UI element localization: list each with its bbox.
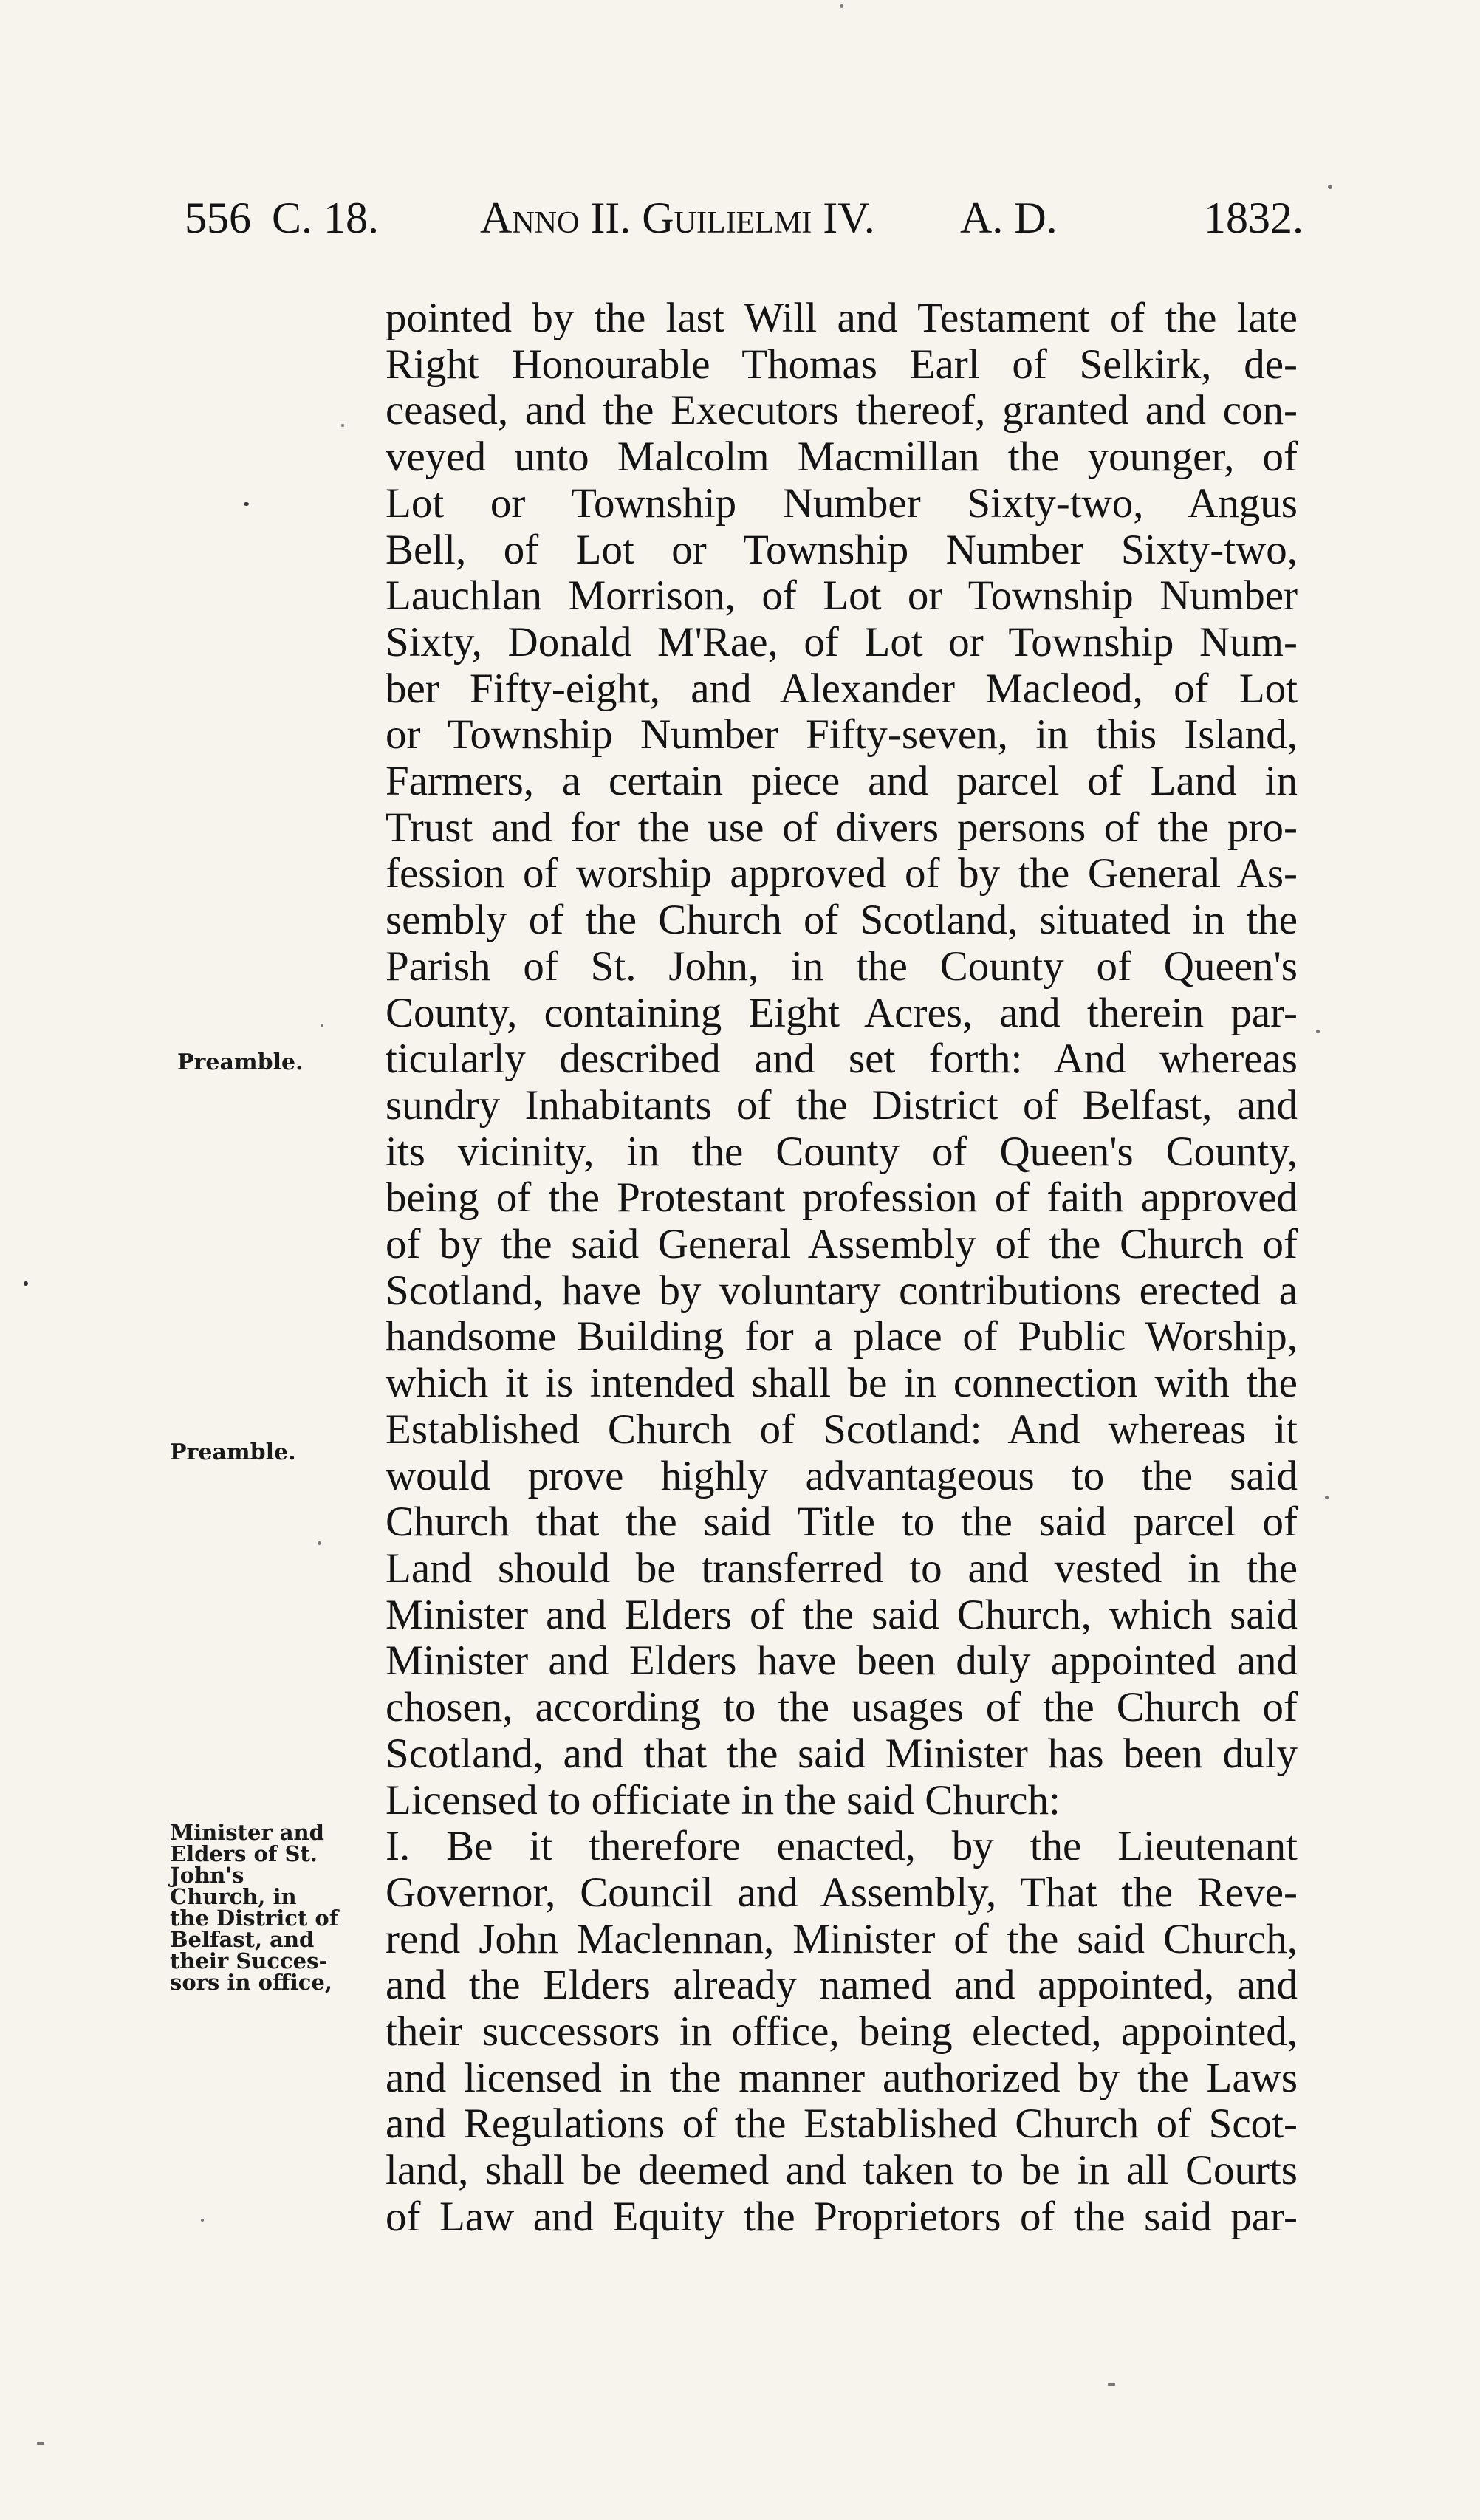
- text-line: Trust and for the use of divers persons of the pro-: [386, 804, 1298, 851]
- text-line: and licensed in the manner authorized by the Laws: [386, 2054, 1298, 2101]
- text-line: Governor, Council and Assembly, That the Reve-: [386, 1869, 1298, 1916]
- text-line: being of the Protestant profession of faith approved: [386, 1174, 1298, 1222]
- text-line: ticularly described and set forth: And whereas: [386, 1035, 1298, 1083]
- margin-note-minister-and-elders: [170, 1822, 338, 1993]
- scan-speck: [1325, 1496, 1329, 1499]
- scan-speck: [840, 4, 843, 8]
- text-line: Scotland, and that the said Minister has been duly: [386, 1730, 1298, 1777]
- scan-speck: [1328, 185, 1332, 189]
- scan-speck: [37, 2442, 44, 2445]
- margin-note-line: Church, in: [170, 1884, 297, 1909]
- scan-speck: [341, 424, 344, 427]
- text-line: Farmers, a certain piece and parcel of Land in: [386, 758, 1298, 805]
- text-line: Lot or Township Number Sixty-two, Angus: [386, 479, 1298, 527]
- text-line: ceased, and the Executors thereof, granted and con-: [386, 387, 1298, 434]
- scan-speck: [1316, 1030, 1320, 1033]
- text-line: Licensed to officiate in the said Church:: [386, 1776, 1061, 1824]
- text-line: I. Be it therefore enacted, by the Lieutenant: [386, 1823, 1298, 1870]
- text-line: Established Church of Scotland: And whereas it: [386, 1405, 1298, 1453]
- text-line: Lauchlan Morrison, of Lot or Township Number: [386, 572, 1298, 620]
- header-year: 1832.: [1204, 194, 1303, 242]
- margin-note-line: Belfast, and: [170, 1927, 315, 1952]
- text-line: its vicinity, in the County of Queen's County,: [386, 1128, 1298, 1175]
- page-number: 556: [185, 194, 251, 242]
- text-line: Minister and Elders have been duly appointed and: [386, 1637, 1298, 1685]
- text-line: which it is intended shall be in connection with the: [386, 1360, 1298, 1407]
- text-line: handsome Building for a place of Public Worship,: [386, 1313, 1298, 1360]
- text-line: Church that the said Title to the said parcel of: [386, 1499, 1298, 1546]
- margin-note-preamble: Preamble.: [170, 1439, 296, 1465]
- header-title: Anno II. Guilielmi IV.: [480, 194, 875, 242]
- text-line: Scotland, have by voluntary contributions erected a: [386, 1267, 1298, 1314]
- text-line: sundry Inhabitants of the District of Belfast, and: [386, 1081, 1298, 1129]
- text-line: chosen, according to the usages of the Church of: [386, 1684, 1298, 1731]
- text-line: of Law and Equity the Proprietors of the said par-: [386, 2193, 1298, 2240]
- text-line: fession of worship approved of by the General As-: [386, 850, 1298, 897]
- scan-speck: [321, 1024, 323, 1027]
- text-line: pointed by the last Will and Testament of the late: [386, 295, 1298, 341]
- text-line: and Regulations of the Established Church of Scot-: [386, 2100, 1298, 2148]
- text-line: Bell, of Lot or Township Number Sixty-two,: [386, 526, 1298, 573]
- margin-note-line: the District of: [170, 1906, 339, 1931]
- margin-note-preamble: Preamble.: [177, 1050, 304, 1075]
- scan-speck: [318, 1541, 321, 1545]
- text-line: their successors in office, being elected, appointed,: [386, 2008, 1298, 2055]
- text-line: sembly of the Church of Scotland, situated in the: [386, 897, 1298, 944]
- text-line: would prove highly advantageous to the said: [386, 1452, 1298, 1499]
- body-text: [386, 295, 1298, 2241]
- margin-note-line: sors in office,: [170, 1970, 332, 1995]
- margin-note-line: their Succes-: [170, 1948, 328, 1973]
- scan-speck: [1108, 2383, 1115, 2386]
- scan-speck: [24, 1281, 28, 1286]
- text-line: Right Honourable Thomas Earl of Selkirk, de-: [386, 340, 1298, 388]
- text-line: veyed unto Malcolm Macmillan the younger, of: [386, 434, 1298, 481]
- text-line: Parish of St. John, in the County of Queen's: [386, 942, 1298, 990]
- header-ad: A. D.: [960, 194, 1058, 242]
- text-line: Sixty, Donald M'Rae, of Lot or Township Num-: [386, 618, 1298, 665]
- text-line: ber Fifty-eight, and Alexander Macleod, of Lot: [386, 665, 1298, 712]
- text-line: County, containing Eight Acres, and therein par-: [386, 989, 1298, 1036]
- chapter-number: C. 18.: [272, 194, 380, 242]
- text-line: land, shall be deemed and taken to be in all Courts: [386, 2147, 1298, 2194]
- text-line: or Township Number Fifty-seven, in this Island,: [386, 711, 1298, 759]
- text-line: rend John Maclennan, Minister of the said Church,: [386, 1915, 1298, 1962]
- text-line: Land should be transferred to and vested in the: [386, 1544, 1298, 1592]
- margin-note-line: Elders of St.: [170, 1841, 318, 1866]
- text-line: and the Elders already named and appointed, and: [386, 1962, 1298, 2009]
- scan-speck: [201, 2219, 204, 2222]
- text-line: of by the said General Assembly of the Church of: [386, 1221, 1298, 1268]
- margin-note-line: Minister and: [170, 1820, 324, 1845]
- scan-speck: [244, 502, 249, 506]
- text-line: Minister and Elders of the said Church, which said: [386, 1591, 1298, 1638]
- margin-note-line: John's: [170, 1863, 244, 1888]
